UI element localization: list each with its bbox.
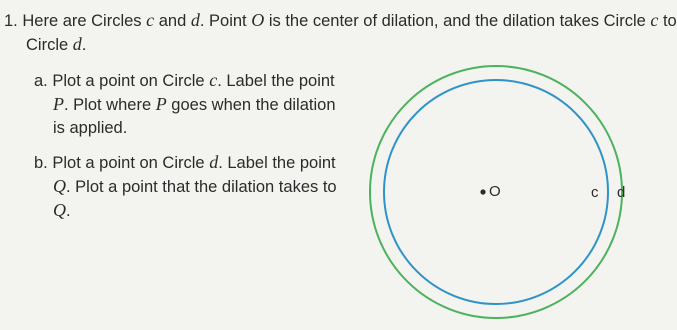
var-c: c	[650, 10, 659, 30]
part-b-text: . Plot a point that the dilation takes to	[66, 178, 337, 196]
var-p: P	[155, 94, 167, 114]
var-c: c	[209, 70, 218, 90]
circle-d-label: d	[617, 184, 626, 201]
part-a-text: is applied.	[53, 119, 128, 137]
center-point-o	[480, 189, 485, 194]
intro-text: Here are Circles	[22, 12, 147, 30]
var-q: Q	[53, 200, 66, 220]
circle-c-label: c	[591, 184, 599, 201]
part-b-letter: b.	[34, 154, 48, 172]
part-b-text: . Label the point	[218, 154, 336, 172]
part-a-letter: a.	[34, 72, 48, 90]
var-q: Q	[53, 176, 66, 196]
intro-text: and	[154, 12, 191, 30]
part-a-text: . Label the point	[217, 72, 335, 90]
intro-text: .	[81, 36, 87, 54]
var-d: d	[190, 10, 200, 30]
var-d: d	[209, 152, 219, 172]
center-label: O	[489, 183, 501, 200]
part-a-text: Plot a point on Circle	[52, 72, 210, 90]
var-o: O	[251, 10, 265, 30]
part-a-text: goes when the dilation	[166, 96, 336, 114]
var-d: d	[72, 34, 82, 54]
intro-text: . Point	[199, 12, 252, 30]
part-a-text: . Plot where	[64, 96, 156, 114]
intro-text: is the center of dilation, and the dilation takes Circle	[264, 12, 651, 30]
intro-text: Circle	[26, 36, 73, 54]
problem-number: 1.	[4, 12, 18, 30]
part-b-text: .	[66, 202, 71, 220]
part-b-text: Plot a point on Circle	[52, 154, 210, 172]
var-p: P	[53, 94, 64, 114]
intro-text: to	[658, 12, 677, 30]
var-c: c	[146, 10, 155, 30]
